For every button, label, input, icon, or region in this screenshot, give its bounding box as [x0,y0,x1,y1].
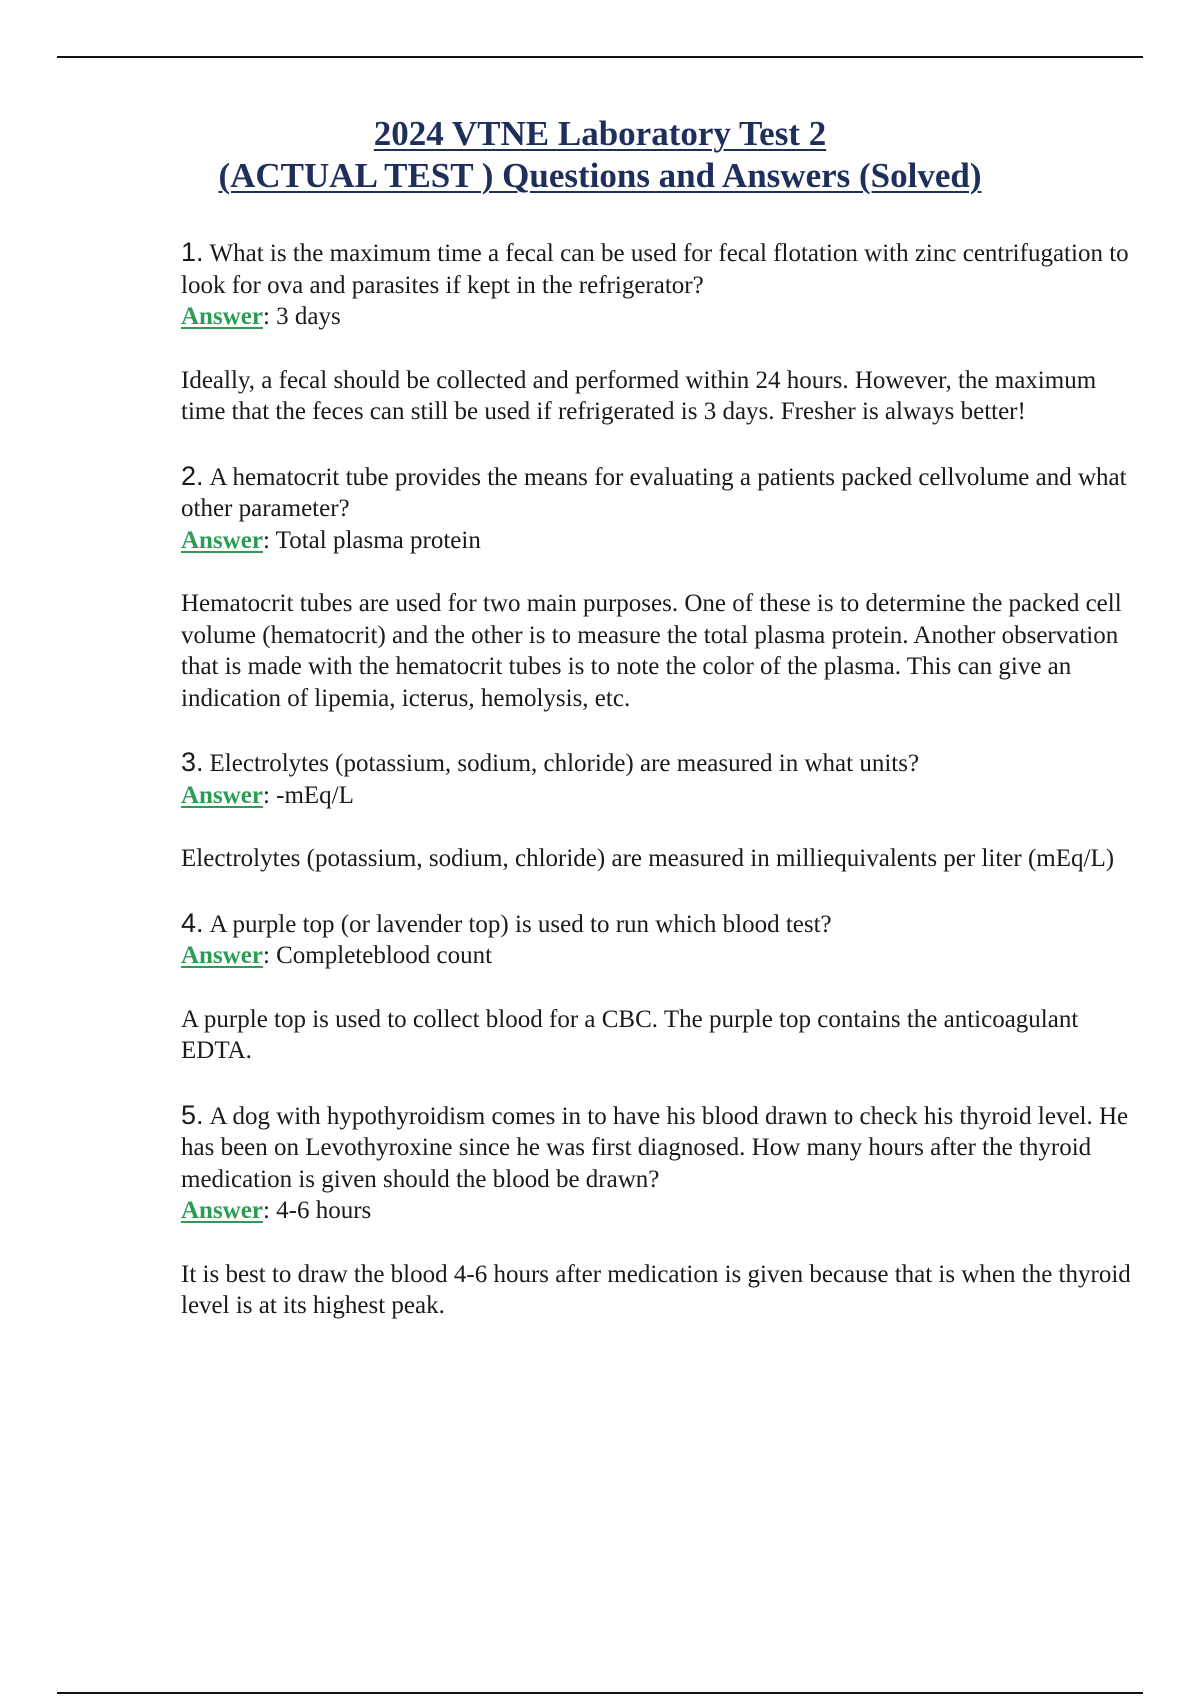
question-text: Electrolytes (potassium, sodium, chloride) are measured in what units? [209,750,920,777]
question-text: A purple top (or lavender top) is used to run which blood test? [209,910,832,938]
explanation-4: A purple top is used to collect blood for a CBC. The purple top contains the anticoagulant EDTA. [181,1005,1079,1064]
answer-label: Answer [181,1197,263,1224]
title-line-1 [0,113,1200,155]
title-line-2 [0,155,1200,197]
answer-text: : Completeblood count [262,942,493,969]
question-1 [181,237,1141,301]
title-line-2-text: (ACTUAL TEST ) Questions and Answers (Solved) [218,156,982,195]
explanation-5: It is best to draw the blood 4-6 hours after medication is given because that is when the thyroid level is at its highest peak. [181,1260,1131,1319]
qa-item-1 [181,237,1141,428]
title-line-1-text: 2024 VTNE Laboratory Test 2 [373,114,827,153]
question-number: 2. [181,460,204,491]
answer-text: : 3 days [262,303,341,330]
answer-text: : -mEq/L [262,781,354,809]
qa-item-3 [181,747,1141,875]
document-title [0,113,1200,197]
top-rule [57,56,1143,58]
question-3 [181,747,1141,780]
question-number: 3. [181,747,204,777]
answer-label: Answer [181,781,263,809]
explanation-3: Electrolytes (potassium, sodium, chloride) are measured in milliequivalents per liter (mEq/L) [181,845,1115,872]
question-number: 5. [181,1099,204,1130]
question-text: A dog with hypothyroidism comes in to have his blood drawn to check his thyroid level. He has been on Levothyroxine since he was first diagnosed. How many hours after the thyroid medication is given should the blood be drawn? [181,1102,1129,1193]
answer-text: : Total plasma protein [262,526,481,554]
question-2 [181,461,1141,525]
qa-item-4 [181,908,1141,1067]
qa-content [181,237,1141,1322]
explanation-1: Ideally, a fecal should be collected and performed within 24 hours. However, the maximum time that the feces can still be used if refrigerated is 3 days. Fresher is always better! [181,366,1097,425]
explanation-2: Hematocrit tubes are used for two main purposes. One of these is to determine the packed cell volume (hematocrit) and the other is to measure the total plasma protein. Another observation that is made with the hematocrit tubes is to note the color of the plasma. This can give an indication of lipemia, icterus, hemolysis, etc. [181,590,1122,712]
answer-label: Answer [181,526,263,554]
answer-text: : 4-6 hours [262,1197,372,1224]
answer-label: Answer [181,942,263,969]
question-text: What is the maximum time a fecal can be used for fecal flotation with zinc centrifugation to look for ova and parasites if kept in the refrigerator? [181,240,1129,299]
answer-5 [181,1195,1141,1227]
answer-label: Answer [181,303,263,330]
answer-2 [181,525,1141,557]
answer-4 [181,940,1141,972]
qa-item-5 [181,1100,1141,1322]
question-5 [181,1100,1141,1196]
bottom-rule [57,1692,1143,1694]
question-4 [181,908,1141,941]
qa-item-2 [181,461,1141,715]
question-number: 4. [181,907,204,938]
question-text: A hematocrit tube provides the means for evaluating a patients packed cellvolume and what other parameter? [181,463,1127,522]
question-number: 1. [181,237,204,267]
answer-3 [181,780,1141,812]
answer-1 [181,301,1141,333]
